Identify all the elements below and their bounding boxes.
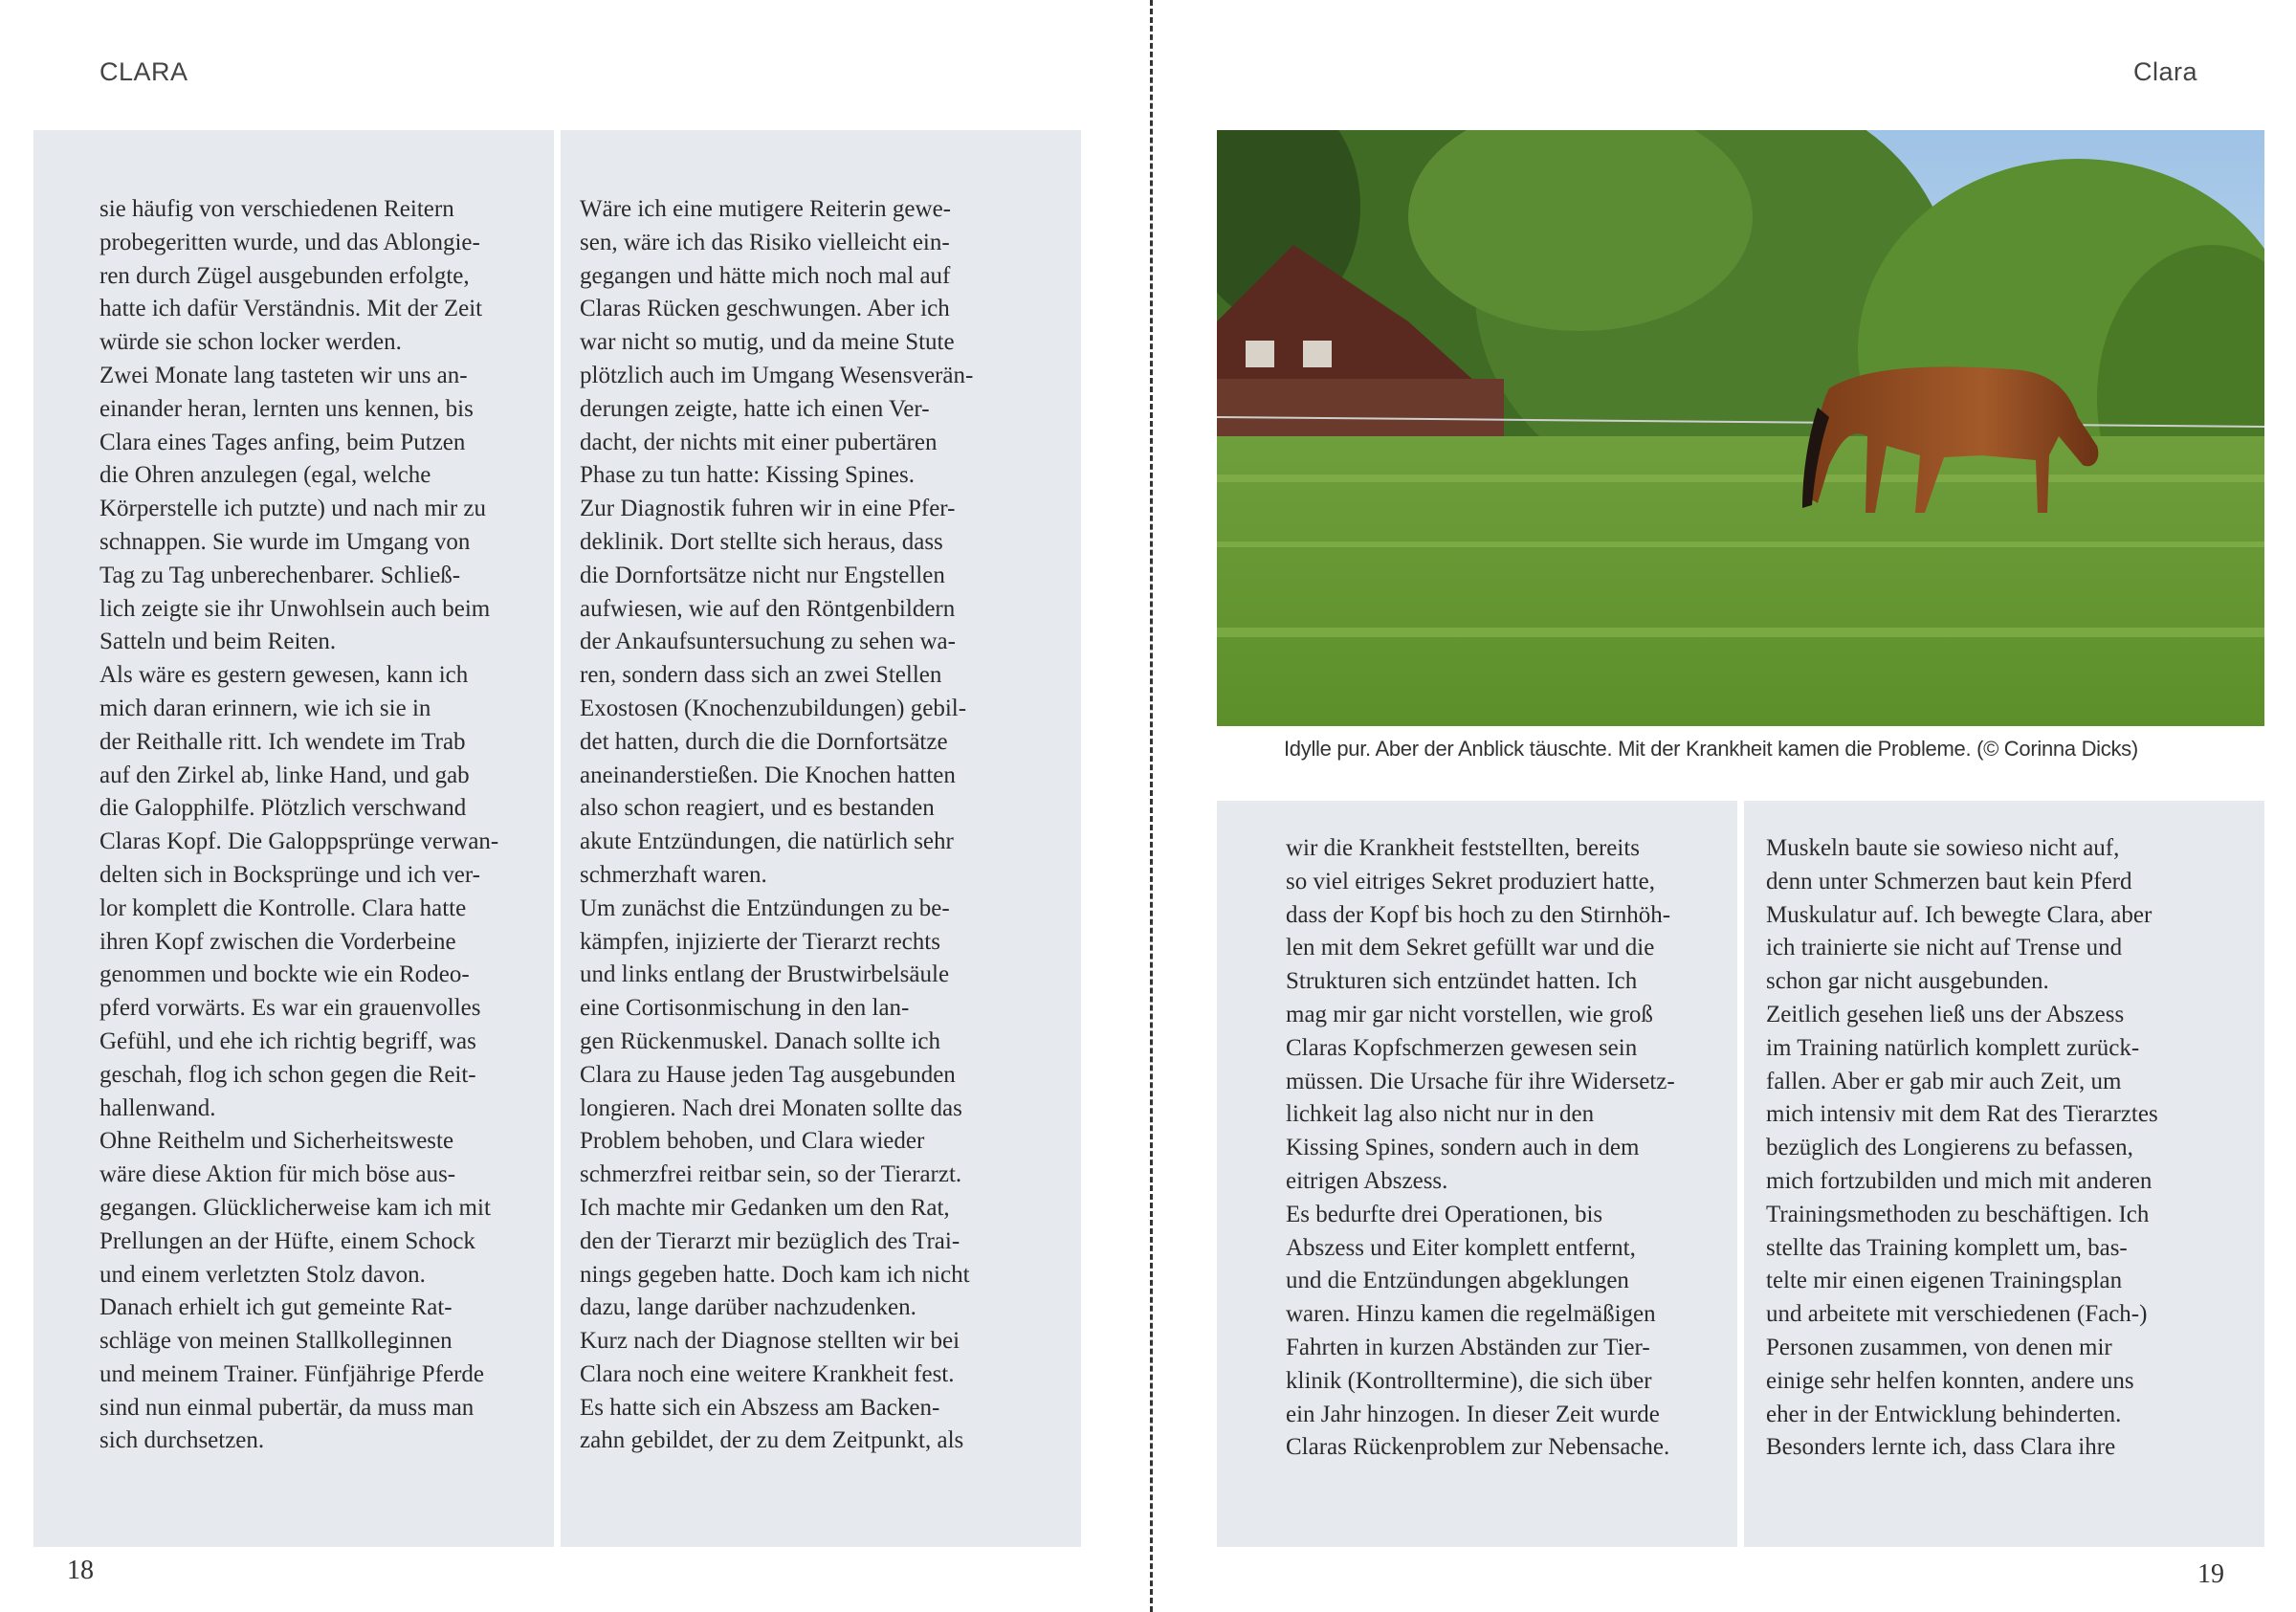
text-line: plötzlich auch im Umgang Wesensverän- bbox=[580, 362, 974, 388]
text-line: ren, sondern dass sich an zwei Stellen bbox=[580, 662, 942, 689]
text-line: waren. Hinzu kamen die regelmäßigen bbox=[1286, 1301, 1656, 1328]
text-line: gen Rückenmuskel. Danach sollte ich bbox=[580, 1027, 940, 1054]
horse-grazing-image bbox=[1217, 130, 2264, 726]
text-line: und meinem Trainer. Fünfjährige Pferde bbox=[99, 1360, 485, 1387]
text-line: mich intensiv mit dem Rat des Tierarztes bbox=[1766, 1101, 2158, 1128]
text-line: die Dornfortsätze nicht nur Engstellen bbox=[580, 562, 945, 588]
text-line: einander heran, lernten uns kennen, bis bbox=[99, 395, 474, 422]
text-line: Satteln und beim Reiten. bbox=[99, 629, 337, 655]
text-line: hatte ich dafür Verständnis. Mit der Zeit bbox=[99, 296, 483, 322]
running-head-right: Clara bbox=[2132, 57, 2197, 86]
text-line: genommen und bockte wie ein Rodeo- bbox=[99, 961, 470, 988]
text-line: Tag zu Tag unberechenbarer. Schließ- bbox=[99, 562, 461, 588]
text-line: ich trainierte sie nicht auf Trense und bbox=[1766, 935, 2123, 961]
text-line: sich durchsetzen. bbox=[99, 1427, 265, 1454]
text-line: eher in der Entwicklung behinderten. bbox=[1766, 1401, 2122, 1427]
text-line: lor komplett die Kontrolle. Clara hatte bbox=[99, 894, 467, 921]
text-line: pferd vorwärts. Es war ein grauenvolles bbox=[99, 995, 481, 1022]
text-line: Claras Kopfschmerzen gewesen sein bbox=[1286, 1034, 1638, 1061]
text-line: Clara noch eine weitere Krankheit fest. bbox=[580, 1360, 955, 1387]
text-line: lich zeigte sie ihr Unwohlsein auch beim bbox=[99, 595, 491, 622]
text-line: Prellungen an der Hüfte, einem Schock bbox=[99, 1227, 475, 1254]
text-line: Wäre ich eine mutigere Reiterin gewe- bbox=[580, 196, 952, 222]
text-line: zahn gebildet, der zu dem Zeitpunkt, als bbox=[580, 1427, 964, 1454]
text-line: ihren Kopf zwischen die Vorderbeine bbox=[99, 928, 456, 955]
text-line: würde sie schon locker werden. bbox=[99, 329, 402, 356]
text-line: der Reithalle ritt. Ich wendete im Trab bbox=[99, 728, 466, 755]
text-line: Personen zusammen, von denen mir bbox=[1766, 1334, 2112, 1360]
text-line: Clara zu Hause jeden Tag ausgebunden bbox=[580, 1061, 956, 1088]
text-line: Strukturen sich entzündet hatten. Ich bbox=[1286, 968, 1638, 995]
text-line: wäre diese Aktion für mich böse aus- bbox=[99, 1161, 456, 1188]
text-line: den der Tierarzt mir bezüglich des Trai- bbox=[580, 1227, 960, 1254]
text-line: einige sehr helfen konnten, andere uns bbox=[1766, 1367, 2134, 1394]
page-number-right: 19 bbox=[2197, 1559, 2224, 1589]
text-line: ren durch Zügel ausgebunden erfolgte, bbox=[99, 262, 470, 289]
text-line: geschah, flog ich schon gegen die Reit- bbox=[99, 1061, 476, 1088]
text-line: Claras Rücken geschwungen. Aber ich bbox=[580, 296, 950, 322]
text-line: Zeitlich gesehen ließ uns der Abszess bbox=[1766, 1001, 2125, 1027]
text-line: schmerzhaft waren. bbox=[580, 861, 767, 888]
text-column bbox=[1286, 832, 1675, 1465]
text-line: mich daran erinnern, wie ich sie in bbox=[99, 695, 431, 721]
running-head-left: CLARA bbox=[99, 57, 188, 86]
text-line: also schon reagiert, und es bestanden bbox=[580, 795, 935, 822]
text-line: Um zunächst die Entzündungen zu be- bbox=[580, 894, 950, 921]
text-line: schnappen. Sie wurde im Umgang von bbox=[99, 528, 471, 555]
text-line: müssen. Die Ursache für ihre Widersetz- bbox=[1286, 1068, 1675, 1094]
text-line: und links entlang der Brustwirbelsäule bbox=[580, 961, 950, 988]
text-line: Abszess und Eiter komplett entfernt, bbox=[1286, 1234, 1636, 1261]
text-line: Danach erhielt ich gut gemeinte Rat- bbox=[99, 1294, 453, 1321]
text-line: derungen zeigte, hatte ich einen Ver- bbox=[580, 395, 930, 422]
text-line: kämpfen, injizierte der Tierarzt rechts bbox=[580, 928, 940, 955]
text-line: deklinik. Dort stellte sich heraus, dass bbox=[580, 528, 943, 555]
text-line: Exostosen (Knochenzubildungen) gebil- bbox=[580, 695, 967, 721]
text-line: Es bedurfte drei Operationen, bis bbox=[1286, 1201, 1603, 1227]
text-line: telte mir einen eigenen Trainingsplan bbox=[1766, 1268, 2123, 1294]
text-line: Claras Rückenproblem zur Nebensache. bbox=[1286, 1434, 1670, 1461]
text-line: Ich machte mir Gedanken um den Rat, bbox=[580, 1194, 950, 1221]
text-line: ein Jahr hinzogen. In dieser Zeit wurde bbox=[1286, 1401, 1660, 1427]
text-line: eitrigen Abszess. bbox=[1286, 1167, 1448, 1194]
text-line: gegangen. Glücklicherweise kam ich mit bbox=[99, 1194, 491, 1221]
text-line: bezüglich des Longierens zu befassen, bbox=[1766, 1135, 2133, 1161]
text-line: fallen. Aber er gab mir auch Zeit, um bbox=[1766, 1068, 2122, 1094]
text-line: Zur Diagnostik fuhren wir in eine Pfer- bbox=[580, 496, 956, 522]
text-line: schmerzfrei reitbar sein, so der Tierarzt. bbox=[580, 1161, 962, 1188]
text-line: wir die Krankheit feststellten, bereits bbox=[1286, 835, 1641, 861]
text-line: sen, wäre ich das Risiko vielleicht ein- bbox=[580, 229, 950, 255]
text-line: die Ohren anzulegen (egal, welche bbox=[99, 462, 431, 489]
text-line: und arbeitete mit verschiedenen (Fach-) bbox=[1766, 1301, 2148, 1328]
text-line: dass der Kopf bis hoch zu den Stirnhöh- bbox=[1286, 901, 1671, 928]
text-line: denn unter Schmerzen baut kein Pferd bbox=[1766, 868, 2132, 894]
text-line: Es hatte sich ein Abszess am Backen- bbox=[580, 1394, 940, 1421]
text-line: die Galopphilfe. Plötzlich verschwand bbox=[99, 795, 467, 822]
text-line: mag mir gar nicht vorstellen, wie groß bbox=[1286, 1001, 1653, 1027]
text-line: gegangen und hätte mich noch mal auf bbox=[580, 262, 951, 289]
text-line: Gefühl, und ehe ich richtig begriff, was bbox=[99, 1027, 476, 1054]
page-number-left: 18 bbox=[67, 1556, 94, 1585]
photo-caption: Idylle pur. Aber der Anblick täuschte. Mit der Krankheit kamen die Probleme. (© Corinna Dicks) bbox=[1284, 737, 2138, 761]
text-line: aneinanderstießen. Die Knochen hatten bbox=[580, 762, 956, 788]
text-line: probegeritten wurde, und das Ablongie- bbox=[99, 229, 480, 255]
text-line: Fahrten in kurzen Abständen zur Tier- bbox=[1286, 1334, 1650, 1360]
text-line: Claras Kopf. Die Galoppsprünge verwan- bbox=[99, 828, 499, 855]
page-gutter-divider bbox=[1150, 0, 1153, 1612]
text-column bbox=[580, 193, 973, 1458]
text-line: Ohne Reithelm und Sicherheitsweste bbox=[99, 1128, 454, 1155]
text-line: len mit dem Sekret gefüllt war und die bbox=[1286, 935, 1655, 961]
text-line: nings gegeben hatte. Doch kam ich nicht bbox=[580, 1261, 970, 1288]
text-line: sie häufig von verschiedenen Reitern bbox=[99, 196, 454, 222]
text-line: und einem verletzten Stolz davon. bbox=[99, 1261, 426, 1288]
text-line: so viel eitriges Sekret produziert hatte, bbox=[1286, 868, 1655, 894]
text-line: Muskeln baute sie sowieso nicht auf, bbox=[1766, 835, 2120, 861]
text-line: der Ankaufsuntersuchung zu sehen wa- bbox=[580, 629, 956, 655]
text-column bbox=[99, 193, 498, 1458]
text-line: Kurz nach der Diagnose stellten wir bei bbox=[580, 1328, 960, 1355]
text-line: mich fortzubilden und mich mit anderen bbox=[1766, 1167, 2152, 1194]
text-line: delten sich in Bocksprünge und ich ver- bbox=[99, 861, 481, 888]
text-line: und die Entzündungen abgeklungen bbox=[1286, 1268, 1629, 1294]
text-line: Muskulatur auf. Ich bewegte Clara, aber bbox=[1766, 901, 2152, 928]
text-line: war nicht so mutig, und da meine Stute bbox=[580, 329, 955, 356]
text-column bbox=[1766, 832, 2158, 1465]
text-line: Phase zu tun hatte: Kissing Spines. bbox=[580, 462, 915, 489]
text-line: aufwiesen, wie auf den Röntgenbildern bbox=[580, 595, 956, 622]
text-line: Zwei Monate lang tasteten wir uns an- bbox=[99, 362, 468, 388]
text-line: eine Cortisonmischung in den lan- bbox=[580, 995, 910, 1022]
text-line: hallenwand. bbox=[99, 1094, 216, 1121]
text-line: schon gar nicht ausgebunden. bbox=[1766, 968, 2049, 995]
text-line: dacht, der nichts mit einer pubertären bbox=[580, 429, 938, 455]
horse-meadow-photo bbox=[1217, 130, 2264, 726]
text-line: Besonders lernte ich, dass Clara ihre bbox=[1766, 1434, 2116, 1461]
text-line: Kissing Spines, sondern auch in dem bbox=[1286, 1135, 1640, 1161]
text-line: sind nun einmal pubertär, da muss man bbox=[99, 1394, 475, 1421]
text-line: akute Entzündungen, die natürlich sehr bbox=[580, 828, 954, 855]
text-line: im Training natürlich komplett zurück- bbox=[1766, 1034, 2140, 1061]
text-line: Als wäre es gestern gewesen, kann ich bbox=[99, 662, 469, 689]
text-line: longieren. Nach drei Monaten sollte das bbox=[580, 1094, 962, 1121]
text-line: dazu, lange darüber nachzudenken. bbox=[580, 1294, 916, 1321]
text-line: lichkeit lag also nicht nur in den bbox=[1286, 1101, 1595, 1128]
text-line: Körperstelle ich putzte) und nach mir zu bbox=[99, 496, 487, 522]
text-line: Clara eines Tages anfing, beim Putzen bbox=[99, 429, 466, 455]
text-line: Trainingsmethoden zu beschäftigen. Ich bbox=[1766, 1201, 2150, 1227]
text-line: stellte das Training komplett um, bas- bbox=[1766, 1234, 2128, 1261]
text-line: klinik (Kontrolltermine), die sich über bbox=[1286, 1367, 1652, 1394]
text-line: det hatten, durch die die Dornfortsätze bbox=[580, 728, 948, 755]
text-line: auf den Zirkel ab, linke Hand, und gab bbox=[99, 762, 470, 788]
text-line: Problem behoben, und Clara wieder bbox=[580, 1128, 925, 1155]
text-line: schläge von meinen Stallkolleginnen bbox=[99, 1328, 453, 1355]
